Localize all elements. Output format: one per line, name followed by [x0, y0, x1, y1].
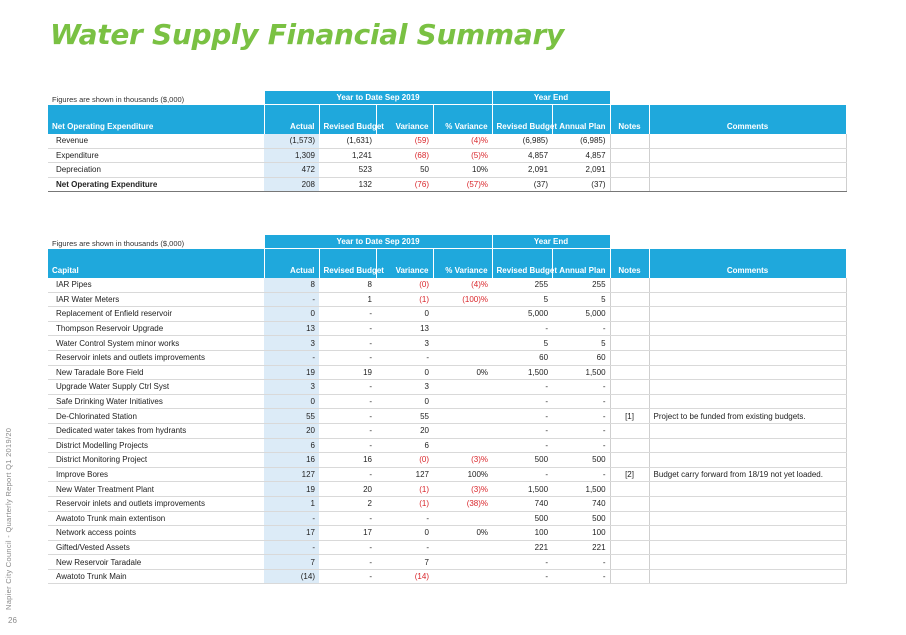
annual-plan-cell: 100	[552, 526, 610, 541]
annual-plan-cell: (6,985)	[552, 134, 610, 148]
comment-cell	[649, 350, 846, 365]
actual-cell: 472	[264, 163, 319, 178]
ye-revised-budget-cell: 255	[492, 278, 552, 292]
col-header-variance: Variance	[376, 249, 433, 279]
year-end-group-header: Year End	[492, 91, 610, 105]
note-cell	[610, 482, 649, 497]
ye-revised-budget-cell: -	[492, 555, 552, 570]
comment-cell	[649, 453, 846, 468]
ye-revised-budget-cell: 4,857	[492, 148, 552, 163]
comment-cell	[649, 292, 846, 307]
col-header-actual: Actual	[264, 105, 319, 135]
operating-expenditure-table	[48, 91, 847, 192]
row-name: Safe Drinking Water Initiatives	[48, 394, 264, 409]
ye-revised-budget-cell: 500	[492, 453, 552, 468]
row-name: Upgrade Water Supply Ctrl Syst	[48, 380, 264, 395]
note-cell	[610, 540, 649, 555]
pct-variance-cell	[433, 555, 492, 570]
col-header-annual-plan: Annual Plan	[552, 249, 610, 279]
annual-plan-cell: 60	[552, 350, 610, 365]
comment-cell	[649, 278, 846, 292]
ye-revised-budget-cell: 1,500	[492, 482, 552, 497]
revised-budget-cell: -	[319, 467, 376, 482]
note-cell	[610, 423, 649, 438]
row-name: IAR Water Meters	[48, 292, 264, 307]
pct-variance-cell: (38)%	[433, 496, 492, 511]
note-cell	[610, 555, 649, 570]
row-name: District Modelling Projects	[48, 438, 264, 453]
pct-variance-cell: (3)%	[433, 453, 492, 468]
ye-revised-budget-cell: 60	[492, 350, 552, 365]
table-row	[48, 134, 846, 148]
table-row	[48, 540, 846, 555]
note-cell	[610, 526, 649, 541]
table-row	[48, 409, 846, 424]
annual-plan-cell: (37)	[552, 177, 610, 192]
table-row	[48, 453, 846, 468]
actual-cell: 1,309	[264, 148, 319, 163]
col-header-pct-variance: % Variance	[433, 249, 492, 279]
note-cell	[610, 394, 649, 409]
revised-budget-cell: -	[319, 540, 376, 555]
total-row	[48, 177, 846, 192]
ye-revised-budget-cell: -	[492, 569, 552, 584]
note-cell	[610, 148, 649, 163]
variance-cell: 20	[376, 423, 433, 438]
variance-cell: 6	[376, 438, 433, 453]
variance-cell: (68)	[376, 148, 433, 163]
row-name: Depreciation	[48, 163, 264, 178]
annual-plan-cell: -	[552, 394, 610, 409]
note-cell	[610, 278, 649, 292]
note-cell	[610, 336, 649, 351]
revised-budget-cell: 16	[319, 453, 376, 468]
comment-cell	[649, 307, 846, 322]
comment-cell	[649, 540, 846, 555]
note-cell	[610, 569, 649, 584]
comment-cell	[649, 134, 846, 148]
operating-table-block	[48, 91, 847, 192]
revised-budget-cell: -	[319, 438, 376, 453]
actual-cell: 208	[264, 177, 319, 192]
comment-cell	[649, 336, 846, 351]
ye-revised-budget-cell: 221	[492, 540, 552, 555]
note-cell	[610, 496, 649, 511]
ye-revised-budget-cell: 2,091	[492, 163, 552, 178]
comment-cell	[649, 496, 846, 511]
variance-cell: (1)	[376, 482, 433, 497]
pct-variance-cell: 0%	[433, 365, 492, 380]
annual-plan-cell: 2,091	[552, 163, 610, 178]
variance-cell: -	[376, 350, 433, 365]
row-name: New Taradale Bore Field	[48, 365, 264, 380]
table-row	[48, 307, 846, 322]
col-header-comments: Comments	[649, 105, 846, 135]
ye-revised-budget-cell: 740	[492, 496, 552, 511]
comment-cell	[649, 555, 846, 570]
revised-budget-cell: 19	[319, 365, 376, 380]
actual-cell: 0	[264, 394, 319, 409]
col-header-annual-plan: Annual Plan	[552, 105, 610, 135]
ye-revised-budget-cell: -	[492, 423, 552, 438]
col-header-notes: Notes	[610, 105, 649, 135]
pct-variance-cell	[433, 380, 492, 395]
table-row	[48, 438, 846, 453]
col-header-name: Net Operating Expenditure	[48, 105, 264, 135]
pct-variance-cell	[433, 350, 492, 365]
row-name: Expenditure	[48, 148, 264, 163]
pct-variance-cell: (100)%	[433, 292, 492, 307]
annual-plan-cell: 740	[552, 496, 610, 511]
report-sidebar-text: Napier City Council - Quarterly Report Q1 2019/20	[4, 427, 13, 610]
table-row	[48, 278, 846, 292]
comment-cell	[649, 380, 846, 395]
pct-variance-cell: (3)%	[433, 482, 492, 497]
revised-budget-cell: -	[319, 307, 376, 322]
variance-cell: (59)	[376, 134, 433, 148]
variance-cell: 50	[376, 163, 433, 178]
year-end-group-header: Year End	[492, 235, 610, 249]
row-name: Replacement of Enfield reservoir	[48, 307, 264, 322]
variance-cell: (14)	[376, 569, 433, 584]
col-header-revised-budget: Revised Budget	[319, 249, 376, 279]
comment-cell	[649, 148, 846, 163]
variance-cell: 13	[376, 321, 433, 336]
figures-note: Figures are shown in thousands ($,000)	[52, 95, 185, 104]
actual-cell: 6	[264, 438, 319, 453]
ye-revised-budget-cell: -	[492, 438, 552, 453]
table-row	[48, 569, 846, 584]
revised-budget-cell: 20	[319, 482, 376, 497]
pct-variance-cell	[433, 438, 492, 453]
ye-revised-budget-cell: 5,000	[492, 307, 552, 322]
actual-cell: 0	[264, 307, 319, 322]
figures-note: Figures are shown in thousands ($,000)	[52, 239, 185, 248]
revised-budget-cell: -	[319, 409, 376, 424]
revised-budget-cell: 1,241	[319, 148, 376, 163]
ye-revised-budget-cell: -	[492, 467, 552, 482]
table-row	[48, 482, 846, 497]
ye-revised-budget-cell: 100	[492, 526, 552, 541]
comment-cell	[649, 394, 846, 409]
pct-variance-cell: (4)%	[433, 134, 492, 148]
col-header-variance: Variance	[376, 105, 433, 135]
row-name: Reservoir inlets and outlets improvements	[48, 350, 264, 365]
annual-plan-cell: 500	[552, 511, 610, 526]
row-name: Dedicated water takes from hydrants	[48, 423, 264, 438]
table-row	[48, 380, 846, 395]
revised-budget-cell: -	[319, 423, 376, 438]
comment-cell	[649, 526, 846, 541]
revised-budget-cell: -	[319, 511, 376, 526]
col-header-name: Capital	[48, 249, 264, 279]
actual-cell: (14)	[264, 569, 319, 584]
variance-cell: 0	[376, 307, 433, 322]
note-cell: [1]	[610, 409, 649, 424]
actual-cell: 17	[264, 526, 319, 541]
revised-budget-cell: 17	[319, 526, 376, 541]
note-cell	[610, 380, 649, 395]
pct-variance-cell	[433, 307, 492, 322]
annual-plan-cell: 1,500	[552, 365, 610, 380]
comment-cell	[649, 423, 846, 438]
col-header-ye-revised-budget: Revised Budget	[492, 105, 552, 135]
revised-budget-cell: 1	[319, 292, 376, 307]
note-cell	[610, 453, 649, 468]
note-cell	[610, 350, 649, 365]
pct-variance-cell	[433, 540, 492, 555]
annual-plan-cell: 255	[552, 278, 610, 292]
row-name: New Reservoir Taradale	[48, 555, 264, 570]
comment-cell	[649, 177, 846, 192]
actual-cell: 7	[264, 555, 319, 570]
note-cell: [2]	[610, 467, 649, 482]
variance-cell: (76)	[376, 177, 433, 192]
actual-cell: 8	[264, 278, 319, 292]
pct-variance-cell: (5)%	[433, 148, 492, 163]
revised-budget-cell: -	[319, 336, 376, 351]
comment-cell	[649, 511, 846, 526]
variance-cell: 3	[376, 336, 433, 351]
actual-cell: -	[264, 540, 319, 555]
pct-variance-cell: (4)%	[433, 278, 492, 292]
ye-revised-budget-cell: -	[492, 321, 552, 336]
comment-cell: Budget carry forward from 18/19 not yet loaded.	[649, 467, 846, 482]
table-row	[48, 365, 846, 380]
variance-cell: 3	[376, 380, 433, 395]
pct-variance-cell	[433, 423, 492, 438]
note-cell	[610, 511, 649, 526]
note-cell	[610, 177, 649, 192]
revised-budget-cell: 523	[319, 163, 376, 178]
actual-cell: 127	[264, 467, 319, 482]
row-name: De-Chlorinated Station	[48, 409, 264, 424]
variance-cell: (1)	[376, 496, 433, 511]
pct-variance-cell	[433, 321, 492, 336]
capital-table-block	[48, 235, 847, 584]
ytd-group-header: Year to Date Sep 2019	[264, 235, 492, 249]
table-row	[48, 526, 846, 541]
annual-plan-cell: 5	[552, 292, 610, 307]
annual-plan-cell: -	[552, 321, 610, 336]
ye-revised-budget-cell: (6,985)	[492, 134, 552, 148]
pct-variance-cell: 100%	[433, 467, 492, 482]
col-header-revised-budget: Revised Budget	[319, 105, 376, 135]
variance-cell: 0	[376, 365, 433, 380]
page-title: Water Supply Financial Summary	[50, 18, 564, 51]
annual-plan-cell: -	[552, 555, 610, 570]
annual-plan-cell: 4,857	[552, 148, 610, 163]
annual-plan-cell: -	[552, 467, 610, 482]
annual-plan-cell: -	[552, 409, 610, 424]
table-row	[48, 292, 846, 307]
annual-plan-cell: 1,500	[552, 482, 610, 497]
actual-cell: 19	[264, 365, 319, 380]
actual-cell: 1	[264, 496, 319, 511]
note-cell	[610, 163, 649, 178]
pct-variance-cell	[433, 409, 492, 424]
actual-cell: 19	[264, 482, 319, 497]
row-name: IAR Pipes	[48, 278, 264, 292]
table-row	[48, 394, 846, 409]
capital-table	[48, 235, 847, 584]
actual-cell: -	[264, 292, 319, 307]
row-name: Awatoto Trunk main extentison	[48, 511, 264, 526]
pct-variance-cell	[433, 511, 492, 526]
annual-plan-cell: 500	[552, 453, 610, 468]
revised-budget-cell: -	[319, 569, 376, 584]
table-row	[48, 321, 846, 336]
variance-cell: 55	[376, 409, 433, 424]
ye-revised-budget-cell: 5	[492, 336, 552, 351]
ye-revised-budget-cell: 5	[492, 292, 552, 307]
revised-budget-cell: -	[319, 380, 376, 395]
comment-cell	[649, 321, 846, 336]
table-row	[48, 163, 846, 178]
revised-budget-cell: -	[319, 321, 376, 336]
comment-cell: Project to be funded from existing budgets.	[649, 409, 846, 424]
pct-variance-cell: 0%	[433, 526, 492, 541]
row-name: Net Operating Expenditure	[48, 177, 264, 192]
page-number: 26	[8, 616, 17, 625]
annual-plan-cell: -	[552, 569, 610, 584]
actual-cell: 3	[264, 380, 319, 395]
note-cell	[610, 307, 649, 322]
annual-plan-cell: 221	[552, 540, 610, 555]
table-row	[48, 511, 846, 526]
annual-plan-cell: -	[552, 423, 610, 438]
col-header-pct-variance: % Variance	[433, 105, 492, 135]
variance-cell: -	[376, 540, 433, 555]
pct-variance-cell	[433, 336, 492, 351]
variance-cell: 0	[376, 394, 433, 409]
revised-budget-cell: -	[319, 555, 376, 570]
annual-plan-cell: -	[552, 380, 610, 395]
variance-cell: 0	[376, 526, 433, 541]
revised-budget-cell: 2	[319, 496, 376, 511]
annual-plan-cell: 5	[552, 336, 610, 351]
table-row	[48, 148, 846, 163]
row-name: Improve Bores	[48, 467, 264, 482]
comment-cell	[649, 438, 846, 453]
row-name: Reservoir inlets and outlets improvements	[48, 496, 264, 511]
comment-cell	[649, 163, 846, 178]
col-header-comments: Comments	[649, 249, 846, 279]
row-name: New Water Treatment Plant	[48, 482, 264, 497]
ye-revised-budget-cell: -	[492, 394, 552, 409]
actual-cell: 16	[264, 453, 319, 468]
table-row	[48, 496, 846, 511]
pct-variance-cell: (57)%	[433, 177, 492, 192]
table-row	[48, 423, 846, 438]
pct-variance-cell: 10%	[433, 163, 492, 178]
annual-plan-cell: 5,000	[552, 307, 610, 322]
variance-cell: (0)	[376, 453, 433, 468]
revised-budget-cell: -	[319, 394, 376, 409]
note-cell	[610, 365, 649, 380]
row-name: Awatoto Trunk Main	[48, 569, 264, 584]
note-cell	[610, 321, 649, 336]
actual-cell: 3	[264, 336, 319, 351]
actual-cell: -	[264, 350, 319, 365]
revised-budget-cell: 132	[319, 177, 376, 192]
row-name: Water Control System minor works	[48, 336, 264, 351]
table-row	[48, 555, 846, 570]
ye-revised-budget-cell: -	[492, 380, 552, 395]
variance-cell: 127	[376, 467, 433, 482]
actual-cell: (1,573)	[264, 134, 319, 148]
note-cell	[610, 438, 649, 453]
col-header-actual: Actual	[264, 249, 319, 279]
variance-cell: (0)	[376, 278, 433, 292]
ye-revised-budget-cell: 1,500	[492, 365, 552, 380]
revised-budget-cell: -	[319, 350, 376, 365]
table-row	[48, 467, 846, 482]
comment-cell	[649, 482, 846, 497]
row-name: Gifted/Vested Assets	[48, 540, 264, 555]
variance-cell: 7	[376, 555, 433, 570]
actual-cell: -	[264, 511, 319, 526]
row-name: Network access points	[48, 526, 264, 541]
row-name: District Monitoring Project	[48, 453, 264, 468]
row-name: Thompson Reservoir Upgrade	[48, 321, 264, 336]
table-row	[48, 336, 846, 351]
pct-variance-cell	[433, 394, 492, 409]
actual-cell: 13	[264, 321, 319, 336]
pct-variance-cell	[433, 569, 492, 584]
ye-revised-budget-cell: -	[492, 409, 552, 424]
col-header-ye-revised-budget: Revised Budget	[492, 249, 552, 279]
variance-cell: (1)	[376, 292, 433, 307]
note-cell	[610, 292, 649, 307]
ye-revised-budget-cell: (37)	[492, 177, 552, 192]
table-row	[48, 350, 846, 365]
variance-cell: -	[376, 511, 433, 526]
revised-budget-cell: 8	[319, 278, 376, 292]
actual-cell: 55	[264, 409, 319, 424]
note-cell	[610, 134, 649, 148]
comment-cell	[649, 365, 846, 380]
comment-cell	[649, 569, 846, 584]
actual-cell: 20	[264, 423, 319, 438]
row-name: Revenue	[48, 134, 264, 148]
col-header-notes: Notes	[610, 249, 649, 279]
ytd-group-header: Year to Date Sep 2019	[264, 91, 492, 105]
annual-plan-cell: -	[552, 438, 610, 453]
revised-budget-cell: (1,631)	[319, 134, 376, 148]
ye-revised-budget-cell: 500	[492, 511, 552, 526]
